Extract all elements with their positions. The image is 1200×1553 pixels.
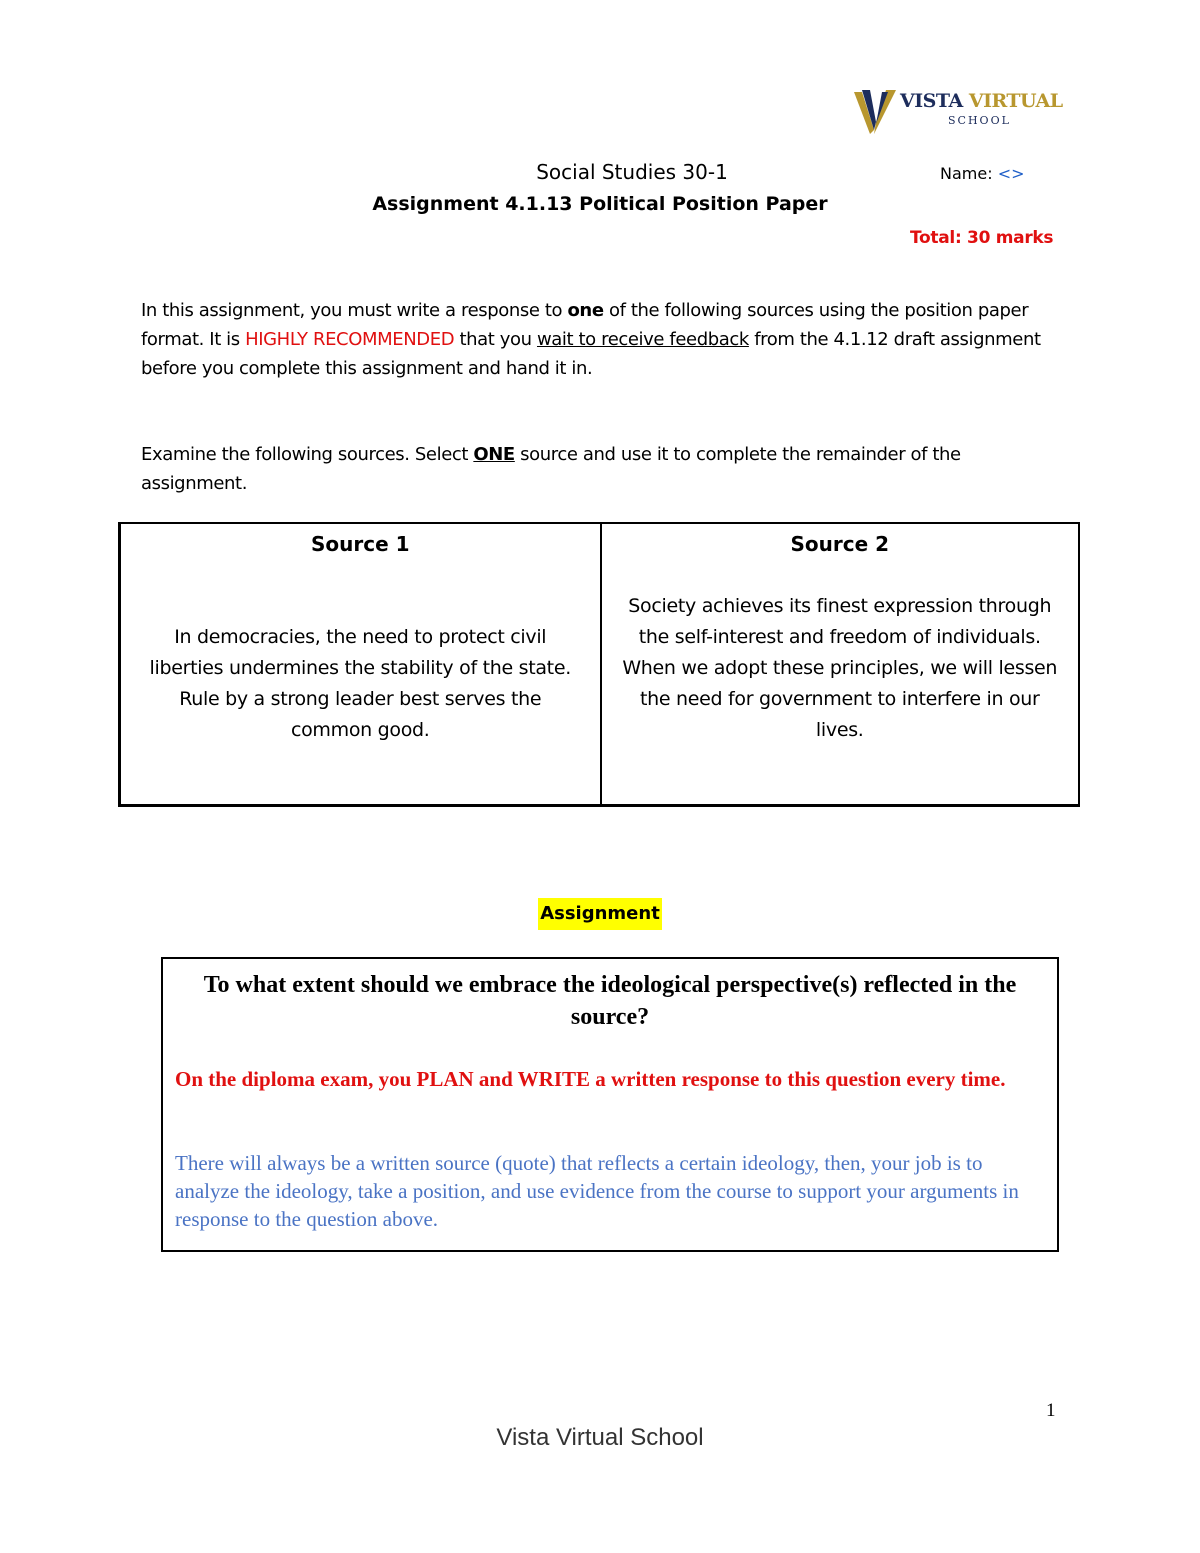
sources-table bbox=[118, 522, 1080, 807]
page-number: 1 bbox=[1046, 1400, 1056, 1421]
logo-subtitle: SCHOOL bbox=[948, 114, 1011, 127]
intro-paragraph: In this assignment, you must write a response to one of the following sources using the position paper format. It is HIGHLY RECOMMENDED that you wait to receive feedback from the 4.1.12 draft assignment before you complete this assignment and hand it in. bbox=[141, 300, 1041, 379]
question-text: To what extent should we embrace the ideological perspective(s) reflected in the source? bbox=[203, 972, 1017, 1030]
vista-v-logo-icon bbox=[852, 86, 900, 138]
assignment-label-wrap bbox=[0, 898, 1200, 930]
source-2-cell bbox=[600, 524, 1079, 804]
source-explanation-note: There will always be a written source (quote) that reflects a certain ideology, then, your job is to analyze the ideology, take a position, and use evidence from the course to support your arguments in response to the question above. bbox=[175, 1151, 1019, 1231]
school-logo bbox=[852, 86, 1063, 138]
name-value: <> bbox=[997, 164, 1025, 183]
question-box bbox=[161, 957, 1059, 1252]
assignment-title: Assignment 4.1.13 Political Position Paper bbox=[372, 193, 828, 215]
source-2-text: Society achieves its finest expression through the self-interest and freedom of individuals. When we adopt these principles, we will lessen the need for government to interfere in our lives. bbox=[622, 595, 1058, 741]
name-field bbox=[940, 164, 1025, 183]
source-1-text: In democracies, the need to protect civil liberties undermines the stability of the state. Rule by a strong leader best serves the common good. bbox=[149, 626, 571, 741]
logo-name: VISTA VIRTUAL bbox=[900, 90, 1063, 112]
footer-school-name: Vista Virtual School bbox=[496, 1424, 704, 1451]
source-2-heading: Source 2 bbox=[790, 532, 890, 556]
total-marks: Total: 30 marks bbox=[910, 228, 1054, 248]
instructions-paragraph: Examine the following sources. Select ONE source and use it to complete the remainder of the assignment. bbox=[141, 444, 961, 494]
name-label: Name: bbox=[940, 164, 993, 183]
assignment-label: Assignment bbox=[538, 898, 662, 930]
source-1-heading: Source 1 bbox=[310, 532, 410, 556]
diploma-exam-note: On the diploma exam, you PLAN and WRITE a written response to this question every time. bbox=[175, 1067, 1006, 1091]
course-title: Social Studies 30-1 bbox=[536, 160, 728, 184]
source-1-cell bbox=[121, 524, 600, 804]
